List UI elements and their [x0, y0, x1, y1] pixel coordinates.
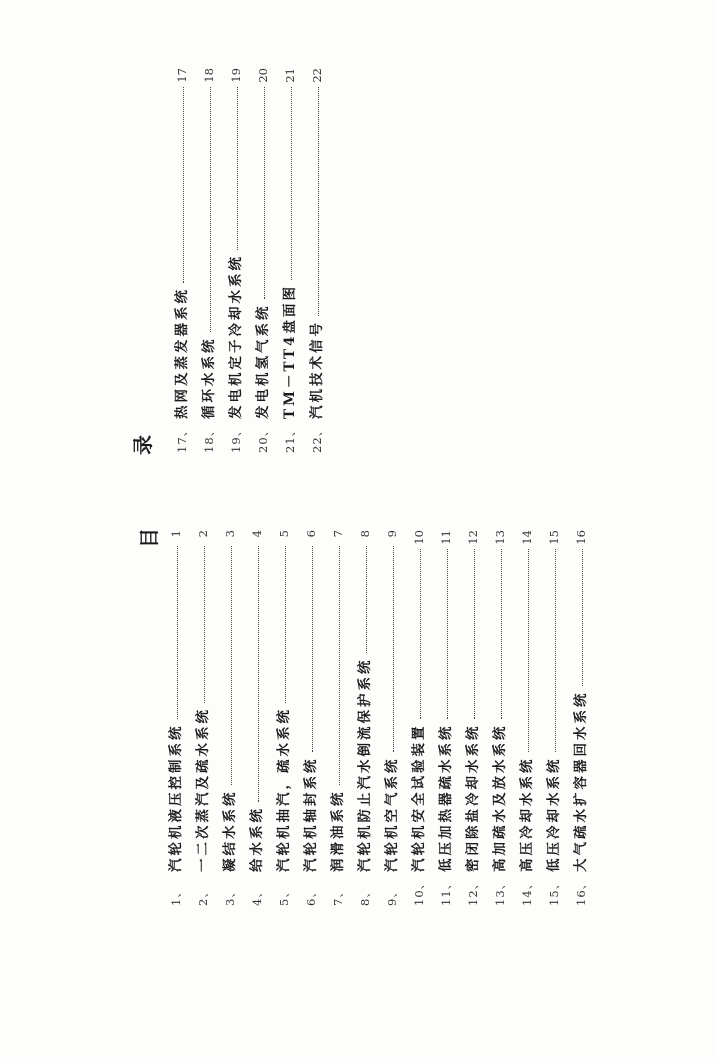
toc-entry-number: 4、: [250, 885, 264, 906]
toc-entry-title: 汽轮机液压控制系统: [168, 723, 184, 872]
toc-entry-page: 2: [196, 530, 210, 538]
dot-leader: [282, 87, 292, 280]
toc-entry: [438, 530, 454, 906]
dot-leader: [168, 546, 178, 720]
toc-entry: [330, 530, 346, 906]
toc-entry-number: 19、: [229, 423, 243, 453]
toc-entry: [303, 530, 319, 906]
toc-entry-title: 大气疏水扩容器回水系统: [573, 690, 589, 872]
dot-leader: [255, 87, 265, 300]
toc-heading-right: 录: [131, 435, 155, 455]
toc-entry-title: 发电机定子冷却水系统: [228, 254, 244, 419]
toc-entry-number: 2、: [196, 885, 210, 906]
toc-entry-number: 7、: [331, 885, 345, 906]
toc-entry-number: 22、: [310, 423, 324, 453]
toc-entry: [465, 530, 481, 906]
toc-entry-title: TM－TT4盘面图: [282, 284, 298, 419]
dot-leader: [384, 546, 394, 753]
dot-leader: [411, 549, 421, 720]
dot-leader: [201, 87, 211, 333]
toc-entry-page: 14: [520, 530, 534, 545]
toc-entry: [249, 530, 265, 906]
toc-entry-number: 20、: [256, 423, 270, 453]
dot-leader: [249, 546, 259, 802]
dot-leader: [492, 549, 502, 720]
toc-entry-page: 15: [547, 530, 561, 545]
toc-entry: [573, 530, 589, 906]
toc-entry: [255, 68, 271, 453]
toc-entry-title: 汽轮机防止汽水倒流保护系统: [357, 657, 373, 872]
dot-leader: [303, 546, 313, 753]
toc-entry-number: 21、: [283, 423, 297, 453]
toc-entry: [309, 68, 325, 453]
dot-leader: [228, 87, 238, 250]
toc-entry-number: 9、: [385, 885, 399, 906]
toc-entry-page: 13: [493, 530, 507, 545]
toc-entry-number: 17、: [175, 423, 189, 453]
toc-entry-page: 20: [256, 68, 270, 83]
toc-entry-number: 5、: [277, 885, 291, 906]
toc-entry-page: 12: [466, 530, 480, 545]
toc-entry: [282, 68, 298, 453]
toc-entry-title: 汽轮机安全试验装置: [411, 723, 427, 872]
toc-entry: [357, 530, 373, 906]
toc-entry: [195, 530, 211, 906]
toc-entry-page: 4: [250, 530, 264, 538]
toc-entry-title: 密闭除盐冷却水系统: [465, 723, 481, 872]
dot-leader: [309, 87, 319, 316]
toc-entry-page: 5: [277, 530, 291, 538]
toc-heading-left: 目: [137, 528, 161, 548]
toc-entry: [384, 530, 400, 906]
toc-entry-page: 7: [331, 530, 345, 538]
toc-entry-page: 21: [283, 68, 297, 83]
toc-entry-number: 13、: [493, 876, 507, 906]
toc-entry-title: 汽轮机抽汽，疏水系统: [276, 707, 292, 872]
toc-entry: [168, 530, 184, 906]
toc-entry-number: 6、: [304, 885, 318, 906]
toc-entry-title: 汽轮机空气系统: [384, 756, 400, 872]
toc-entry-title: 汽机技术信号: [309, 320, 325, 419]
toc-entry-page: 22: [310, 68, 324, 83]
toc-entry-title: 汽轮机轴封系统: [303, 756, 319, 872]
toc-entry-title: 低压冷却水系统: [546, 756, 562, 872]
dot-leader: [573, 549, 583, 687]
toc-entry-title: 高加疏水及放水系统: [492, 723, 508, 872]
dot-leader: [195, 546, 205, 703]
toc-entry-number: 8、: [358, 885, 372, 906]
toc-entry-number: 14、: [520, 876, 534, 906]
toc-entry-number: 1、: [169, 885, 183, 906]
toc-entry-page: 3: [223, 530, 237, 538]
toc-entry-title: 高压冷却水系统: [519, 756, 535, 872]
dot-leader: [330, 546, 340, 786]
dot-leader: [222, 546, 232, 786]
toc-entry-title: 凝结水系统: [222, 789, 238, 872]
toc-entry-page: 19: [229, 68, 243, 83]
toc-entry-number: 18、: [202, 423, 216, 453]
dot-leader: [438, 549, 448, 720]
toc-entry-number: 12、: [466, 876, 480, 906]
toc-entry-number: 10、: [412, 876, 426, 906]
toc-entry-page: 17: [175, 68, 189, 83]
dot-leader: [357, 546, 367, 654]
toc-entry: [519, 530, 535, 906]
toc-entry: [201, 68, 217, 453]
toc-entry-title: 循环水系统: [201, 336, 217, 419]
toc-entry-number: 3、: [223, 885, 237, 906]
toc-entry-page: 18: [202, 68, 216, 83]
toc-entry-page: 9: [385, 530, 399, 538]
toc-entry-title: 一二次蒸汽及疏水系统: [195, 707, 211, 872]
toc-entry: [228, 68, 244, 453]
toc-entry-number: 15、: [547, 876, 561, 906]
toc-entry-title: 发电机氢气系统: [255, 303, 271, 419]
toc-entry-page: 6: [304, 530, 318, 538]
toc-entry-title: 热网及蒸发器系统: [174, 287, 190, 419]
toc-entry-number: 16、: [574, 876, 588, 906]
toc-entry: [411, 530, 427, 906]
toc-entry-title: 给水系统: [249, 806, 265, 872]
dot-leader: [174, 87, 184, 283]
dot-leader: [546, 549, 556, 753]
dot-leader: [276, 546, 286, 703]
toc-entry: [492, 530, 508, 906]
dot-leader: [465, 549, 475, 720]
dot-leader: [519, 549, 529, 753]
toc-entry: [276, 530, 292, 906]
toc-entry: [174, 68, 190, 453]
toc-entry-page: 1: [169, 530, 183, 538]
toc-entry-number: 11、: [439, 876, 453, 906]
toc-entry: [546, 530, 562, 906]
toc-entry-title: 低压加热器疏水系统: [438, 723, 454, 872]
toc-entry-page: 8: [358, 530, 372, 538]
toc-entry-page: 16: [574, 530, 588, 545]
toc-entry-page: 11: [439, 530, 453, 545]
toc-entry: [222, 530, 238, 906]
toc-entry-title: 润滑油系统: [330, 789, 346, 872]
toc-entry-page: 10: [412, 530, 426, 545]
